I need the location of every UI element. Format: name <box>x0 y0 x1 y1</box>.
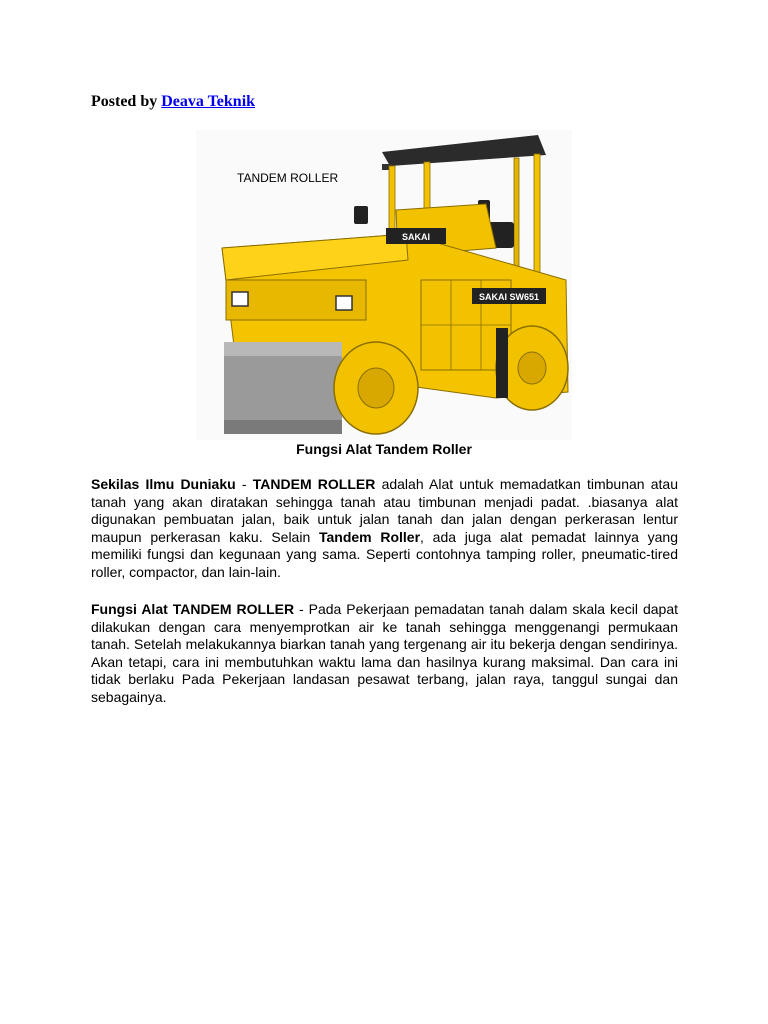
tandem-roller-image <box>196 130 572 440</box>
intro-lead: Sekilas Ilmu Duniaku <box>91 476 236 492</box>
tandem-roller-illustration <box>196 130 572 440</box>
paragraph-intro: Sekilas Ilmu Duniaku - TANDEM ROLLER adalah Alat untuk memadatkan timbunan atau tanah yang akan diratakan sehingga tanah atau timbunan menjadi padat. .biasanya alat digunakan pembuatan jalan, baik untuk jalan tanah dan jalan dengan perkerasan lentur maupun perkerasan kaku. Selain Tandem Roller, ada juga alat pemadat lainnya yang memiliki fungsi dan kegunaan yang sama. Seperti contohnya tamping roller, pneumatic-tired roller, compactor, dan lain-lain. <box>91 476 678 580</box>
intro-term: TANDEM ROLLER <box>252 476 376 492</box>
headlamp <box>232 292 248 306</box>
headlamp <box>336 296 352 310</box>
image-overlay-label: TANDEM ROLLER <box>237 171 339 185</box>
posted-by-label: Posted by <box>91 93 158 110</box>
brand-plate: SAKAI SW651 <box>478 292 540 302</box>
intro-term-2: Tandem Roller <box>318 528 421 545</box>
function-lead: Fungsi Alat TANDEM ROLLER <box>91 601 295 617</box>
canopy-post <box>514 158 519 278</box>
figure-caption: Fungsi Alat Tandem Roller <box>296 441 472 457</box>
author-link[interactable]: Deava Teknik <box>161 93 256 110</box>
canopy-roof <box>382 135 546 166</box>
brand-plate: SAKAI <box>401 232 431 242</box>
paragraph-function: Fungsi Alat TANDEM ROLLER - Pada Pekerjaan pemadatan tanah dalam skala kecil dapat dilakukan dengan cara menyemprotkan air ke tanah sehingga menggenangi permukaan tanah. Setelah melakukannya biarkan tanah yang tergenang air itu bekerja dengan sendirinya. Akan tetapi, cara ini membutuhkan waktu lama dan hasilnya kurang maksimal. Dan cara ini tidak berlaku Pada Pekerjaan landasan pesawat terbang, jalan raya, tanggul sungai dan sebagainya. <box>91 601 678 705</box>
posted-by-line <box>91 93 255 111</box>
side-mirror <box>354 206 368 224</box>
